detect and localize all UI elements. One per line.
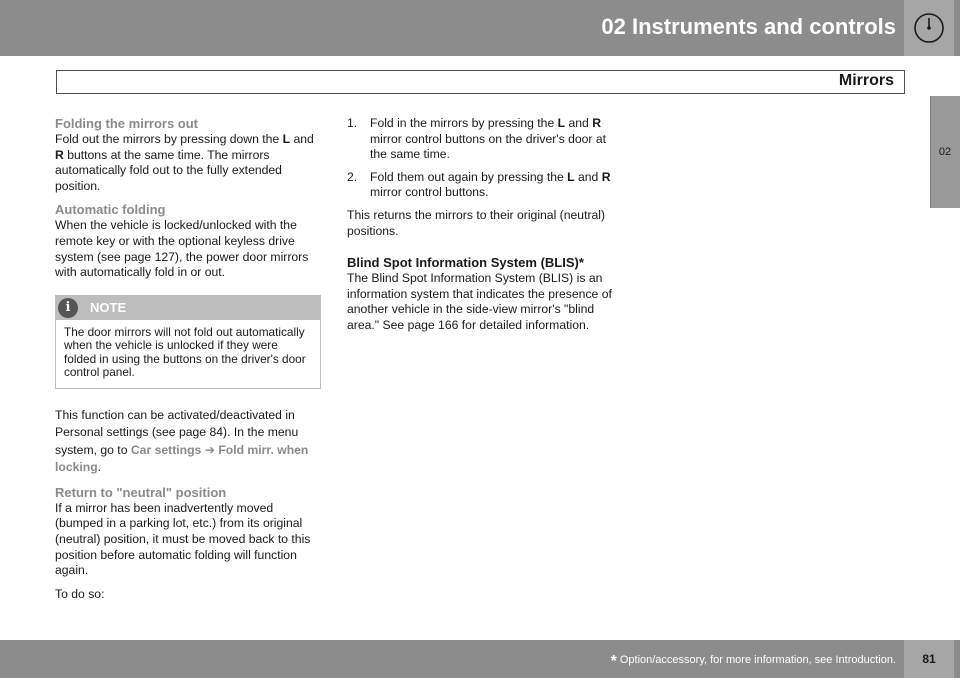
folding-out-text: Fold out the mirrors by pressing down the L and R buttons at the same time. The mirrors automatically fold out to the fully extended position. (55, 132, 314, 193)
note-text: The door mirrors will not fold out automatically when the vehicle is unlocked if they were folded in using the buttons on the driver's door control panel. (64, 324, 306, 380)
section-title: Mirrors (838, 72, 894, 89)
side-tab-label: 02 (938, 146, 952, 158)
to-do-text: To do so: (55, 586, 105, 601)
heading-automatic-folding: Automatic folding (55, 202, 166, 218)
heading-folding-out: Folding the mirrors out (55, 116, 198, 131)
steps-list (347, 116, 615, 201)
section-title-bar (56, 70, 905, 94)
return-neutral-text: If a mirror has been inadvertently moved (bumped in a parking lot, etc.) from its original (neutral) position, it must be moved back to this position before automatic folding will function again. (55, 500, 311, 578)
arrow-right-icon: ➔ (204, 442, 215, 457)
list-item: 1. Fold in the mirrors by pressing the L and R mirror control buttons on the driver's door at the same time. (347, 116, 607, 162)
gauge-icon (912, 11, 946, 45)
chapter-side-tab[interactable] (930, 96, 960, 208)
left-column (55, 116, 321, 610)
note-box (55, 295, 321, 389)
option-star: * (610, 653, 617, 670)
list-item: 2. Fold them out again by pressing the L and R mirror control buttons. (347, 169, 611, 200)
page-number: 81 (922, 652, 936, 666)
chapter-icon-box (904, 0, 954, 56)
blis-text: The Blind Spot Information System (BLIS) is an information system that indicates the presence of another vehicle in the side-view mirror's "blind area." See page 166 for detailed information. (347, 271, 612, 332)
heading-return-neutral: Return to "neutral" position (55, 484, 227, 500)
chapter-title: 02 Instruments and controls (601, 14, 896, 39)
header-band (0, 0, 960, 56)
note-header (56, 296, 320, 320)
heading-blis: Blind Spot Information System (BLIS)* (347, 255, 584, 271)
info-icon: i (58, 298, 78, 318)
right-column (347, 116, 615, 342)
function-text: This function can be activated/deactivated in Personal settings (see page 84). In the menu system, go to Car settings ➔ Fold mirr. when locking. (55, 407, 309, 475)
note-label: NOTE (90, 299, 127, 315)
menu-car-settings: Car settings (130, 442, 202, 457)
page-number-box (904, 640, 954, 678)
automatic-folding-text: When the vehicle is locked/unlocked with the remote key or with the optional keyless drive system (see page 127), the power door mirrors with automatically fold in or out. (55, 218, 309, 280)
footnote: * Option/accessory, for more information, see Introduction. (610, 653, 896, 670)
returns-text: This returns the mirrors to their original (neutral) positions. (347, 207, 606, 238)
menu-fold-mirrors: Fold mirr. when locking (55, 442, 309, 475)
footer-band (0, 640, 960, 678)
